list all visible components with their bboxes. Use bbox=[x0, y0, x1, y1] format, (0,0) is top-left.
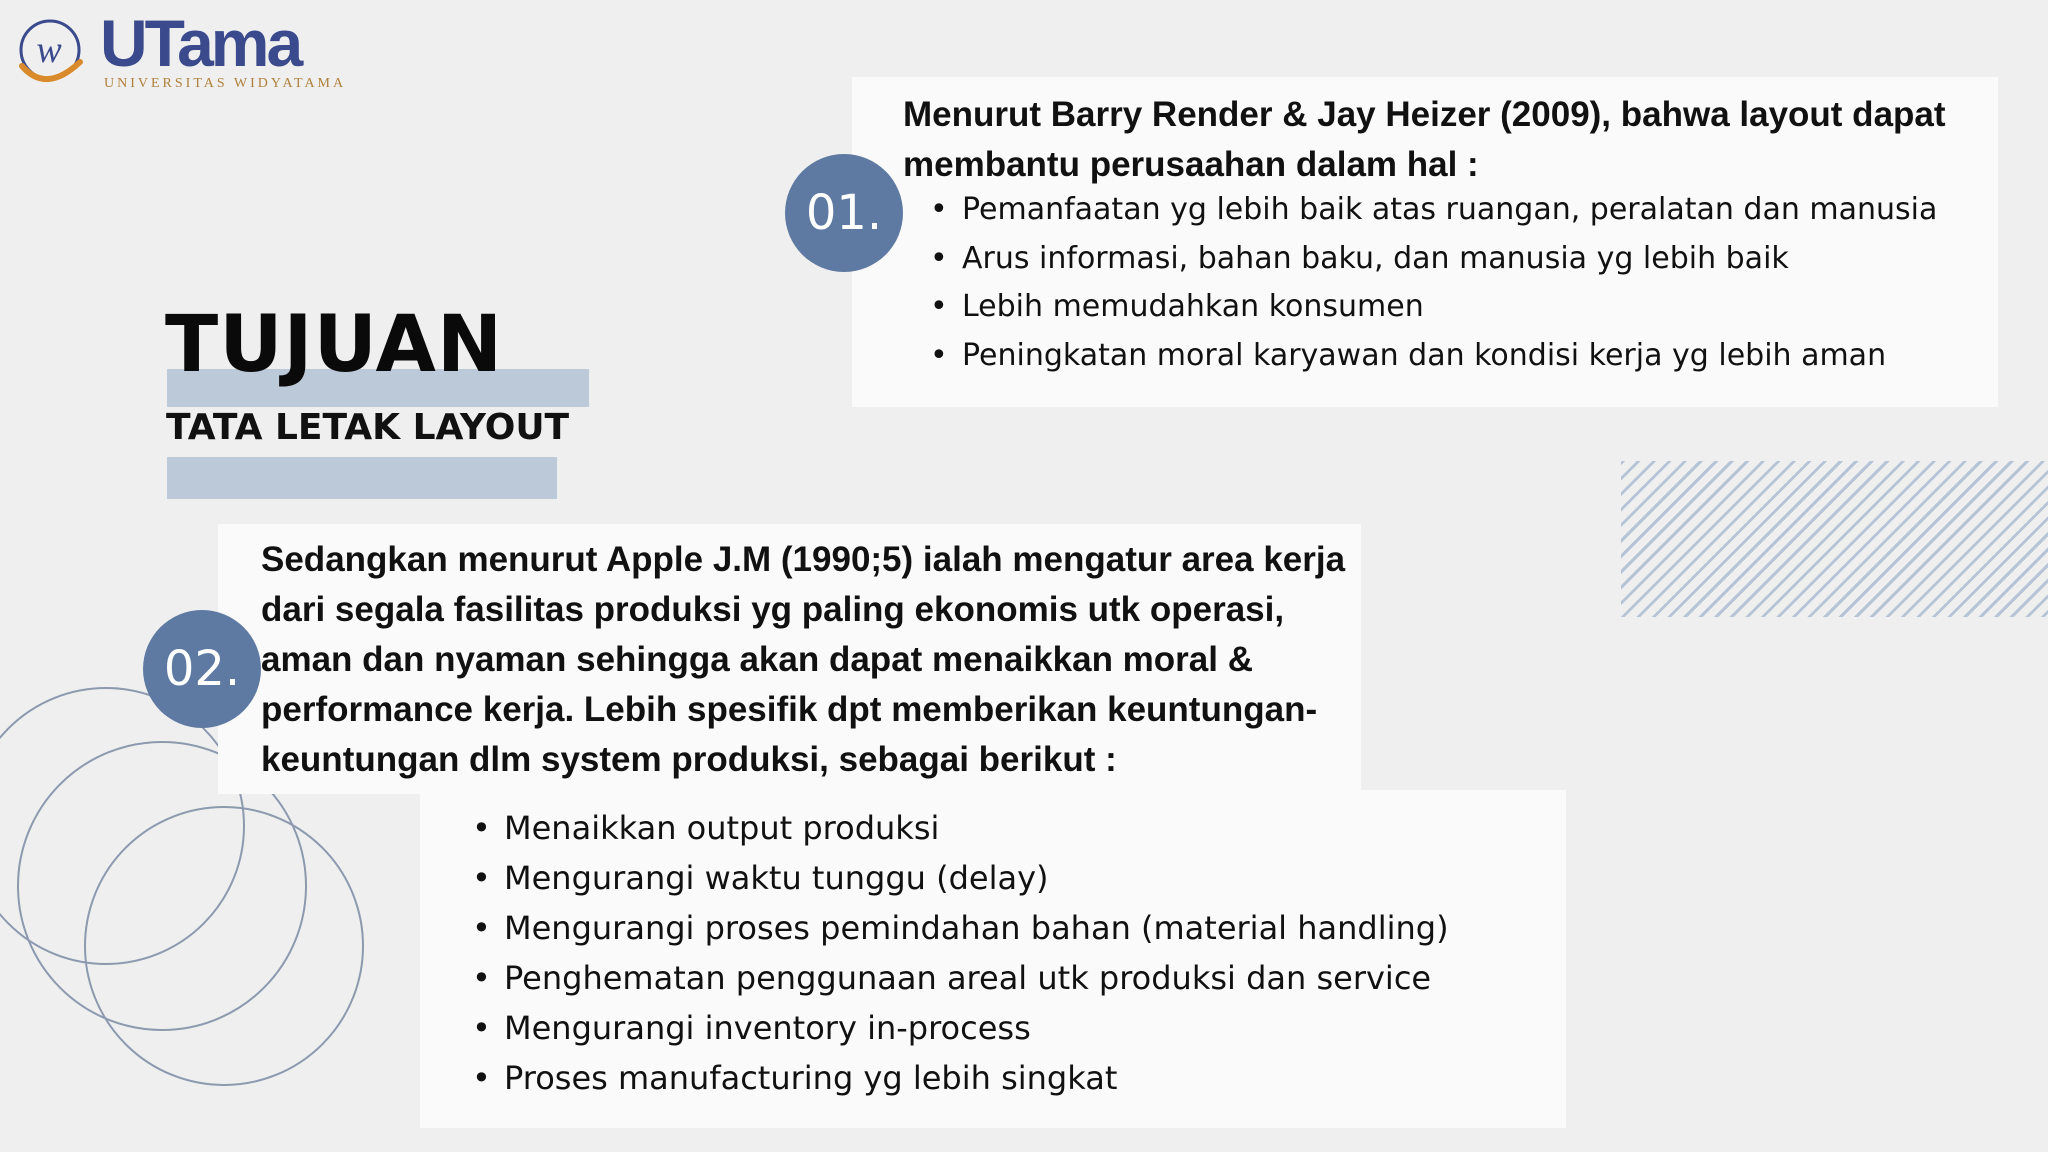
slide-title: TUJUAN bbox=[165, 300, 504, 390]
svg-text:w: w bbox=[36, 29, 62, 71]
logo-subtitle: UNIVERSITAS WIDYATAMA bbox=[104, 76, 347, 91]
subtitle-highlight-bar bbox=[167, 457, 557, 499]
list-item: • Arus informasi, bahan baku, dan manusia yg lebih baik bbox=[930, 235, 1937, 284]
slide-subtitle: TATA LETAK LAYOUT bbox=[166, 407, 570, 448]
section2-number-badge: 02. bbox=[143, 610, 261, 728]
list-item: • Peningkatan moral karyawan dan kondisi kerja yg lebih aman bbox=[930, 332, 1937, 381]
list-item: • Mengurangi proses pemindahan bahan (material handling) bbox=[472, 903, 1449, 953]
list-item: • Menaikkan output produksi bbox=[472, 803, 1449, 853]
section1-heading: Menurut Barry Render & Jay Heizer (2009), bahwa layout dapat membantu perusaahan dalam hal : bbox=[903, 95, 1946, 184]
list-item: • Penghematan penggunaan areal utk produksi dan service bbox=[472, 953, 1449, 1003]
logo-emblem-icon bbox=[16, 16, 86, 90]
section2-paragraph: Sedangkan menurut Apple J.M (1990;5) ialah mengatur area kerja dari segala fasilitas produksi yg paling ekonomis utk operasi, aman dan nyaman sehingga akan dapat menaikkan moral & performance kerja. Lebih spesifik dpt memberikan keuntungan-keuntungan dlm system produksi, sebagai berikut : bbox=[261, 540, 1346, 779]
logo-brand-text: UTama bbox=[100, 6, 301, 80]
list-item: • Mengurangi inventory in-process bbox=[472, 1003, 1449, 1053]
list-item: • Mengurangi waktu tunggu (delay) bbox=[472, 853, 1449, 903]
section1-number-badge: 01. bbox=[785, 154, 903, 272]
decorative-stripes bbox=[1621, 461, 2048, 617]
list-item: • Pemanfaatan yg lebih baik atas ruangan, peralatan dan manusia bbox=[930, 186, 1937, 235]
list-item: • Proses manufacturing yg lebih singkat bbox=[472, 1053, 1449, 1103]
list-item: • Lebih memudahkan konsumen bbox=[930, 283, 1937, 332]
section1-list bbox=[930, 186, 1937, 380]
university-logo bbox=[16, 6, 356, 96]
section2-list bbox=[472, 803, 1449, 1103]
